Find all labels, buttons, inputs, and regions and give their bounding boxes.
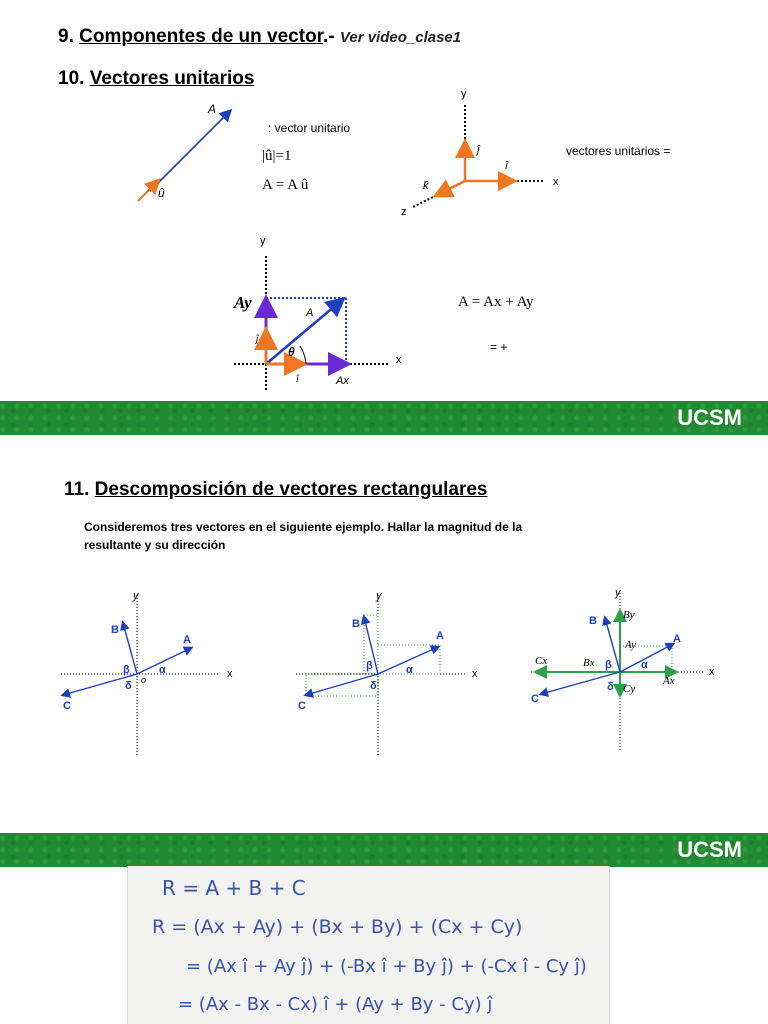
svg-text:o: o — [141, 675, 147, 685]
unit-norm-formula: |û|=1 — [262, 148, 292, 164]
svg-text:Cx: Cx — [535, 655, 548, 667]
svg-text:C: C — [63, 700, 71, 712]
svg-text:y: y — [376, 590, 382, 602]
video-note: Ver video_clase1 — [339, 29, 462, 46]
label-j: ĵ — [477, 144, 480, 156]
svg-text:Ax: Ax — [663, 675, 675, 687]
svg-text:Cy: Cy — [623, 683, 636, 695]
svg-text:A: A — [436, 630, 444, 642]
handwritten-notes-photo — [127, 866, 610, 1024]
svg-text:B: B — [352, 618, 360, 630]
hand-line-2: R = (Ax + Ay) + (Bx + By) + (Cx + Cy) — [152, 916, 523, 938]
paragraph-line-2: resultante y su dirección — [84, 538, 226, 552]
section-9-heading — [58, 26, 461, 48]
svg-text:x: x — [472, 668, 478, 680]
paragraph-line-1: Consideremos tres vectores en el siguiente ejemplo. Hallar la magnitud de la — [84, 520, 523, 534]
section-9-title: Componentes de un vector — [79, 26, 324, 47]
vector-A-arrow — [150, 111, 230, 191]
svg-text:B: B — [589, 615, 597, 627]
svg-text:α: α — [641, 659, 648, 671]
ucsm-logo-1: UCSM — [677, 405, 742, 430]
vectors-diagram-3 — [525, 580, 740, 760]
section-10-heading — [58, 68, 254, 90]
ucsm-logo-2: UCSM — [677, 837, 742, 862]
svg-text:δ: δ — [607, 681, 614, 693]
svg-text:A: A — [183, 634, 191, 646]
svg-text:Bx: Bx — [583, 657, 595, 669]
vector-C-2 — [306, 674, 378, 695]
hand-line-4: = (Ax - Bx - Cx) î + (Ay + By - Cy) ĵ — [178, 994, 493, 1015]
unit-vector-label: : vector unitario — [268, 121, 351, 135]
svg-text:y: y — [133, 590, 139, 602]
sum-formula-2: = + — [490, 340, 508, 354]
section-11-paragraph — [84, 518, 522, 554]
svg-text:x: x — [227, 668, 233, 680]
label-theta: θ — [288, 345, 295, 359]
label-k: k̂ — [423, 180, 429, 192]
unit-vector-diagram — [130, 95, 250, 210]
y-axis-label: y — [461, 88, 467, 100]
z-axis-label: z — [401, 206, 407, 218]
svg-text:B: B — [111, 624, 119, 636]
svg-text:Ay: Ay — [625, 639, 636, 651]
svg-text:α: α — [159, 664, 166, 676]
svg-text:β: β — [123, 664, 130, 676]
section-11-heading — [64, 479, 487, 501]
label-A: A — [208, 102, 217, 116]
label-i-2: î — [296, 374, 299, 385]
svg-text:β: β — [366, 660, 373, 672]
label-i: î — [505, 160, 509, 172]
section-9-number: 9. — [58, 26, 74, 47]
svg-text:x: x — [709, 666, 715, 678]
x-axis-label: x — [553, 176, 559, 188]
hand-line-3: = (Ax î + Ay ĵ) + (-Bx î + By ĵ) + (-Cx î - Cy ĵ) — [186, 956, 587, 977]
vectors-diagram-1 — [55, 585, 255, 760]
svg-text:β: β — [605, 659, 612, 671]
k-unit-arrow — [437, 181, 465, 195]
definition-formula: A = A û — [262, 177, 309, 193]
label-j-2: ĵ — [256, 334, 259, 345]
ucsm-band-1 — [0, 401, 768, 435]
svg-text:A: A — [673, 633, 681, 645]
svg-text:y: y — [615, 587, 621, 599]
unit-u-arrow — [138, 181, 158, 201]
label-A-2: A — [306, 307, 314, 319]
x-axis-label-2: x — [396, 354, 402, 366]
unit-vectors-label: vectores unitarios = — [566, 144, 671, 158]
label-Ay: Ay — [234, 293, 252, 312]
svg-text:α: α — [406, 664, 413, 676]
svg-text:By: By — [623, 609, 635, 621]
svg-text:C: C — [298, 700, 306, 712]
vectors-diagram-2 — [290, 585, 490, 760]
svg-text:C: C — [531, 693, 539, 705]
label-Ax: Ax — [336, 375, 349, 387]
decomposition-diagram — [228, 232, 418, 392]
ucsm-band-2 — [0, 833, 768, 867]
section-9-suffix: .- — [323, 26, 335, 47]
sum-formula: A = Ax + Ay — [458, 294, 534, 310]
section-11-number: 11. — [64, 479, 90, 500]
y-axis-label-2: y — [260, 235, 266, 247]
svg-text:δ: δ — [370, 680, 377, 692]
label-u: û — [158, 186, 165, 200]
axes-3d-diagram — [395, 85, 570, 220]
svg-text:δ: δ — [125, 680, 132, 692]
section-10-title: Vectores unitarios — [89, 68, 255, 89]
section-11-title: Descomposición de vectores rectangulares — [94, 479, 488, 500]
hand-line-1: R = A + B + C — [162, 876, 306, 900]
section-10-number: 10. — [58, 68, 85, 89]
